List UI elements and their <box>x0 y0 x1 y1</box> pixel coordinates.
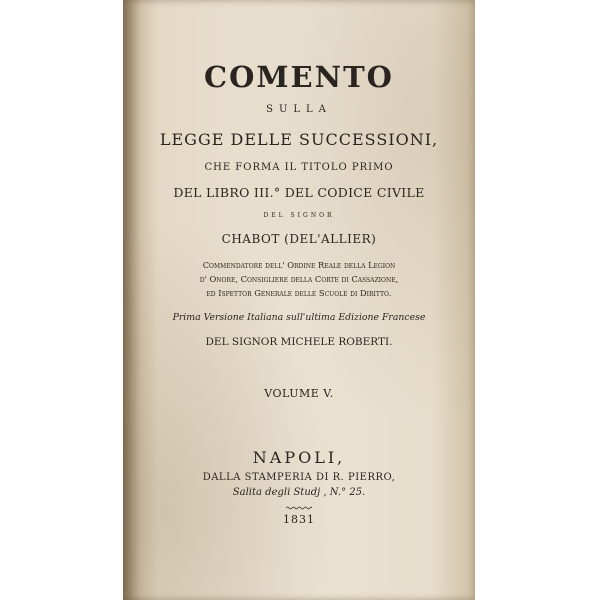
title-connector: SULLA <box>266 104 332 115</box>
printer-address: Salita degli Studj , N.° 25. <box>232 487 366 498</box>
publication-city: NAPOLI, <box>252 448 346 467</box>
book-subject: LEGGE DELLE SUCCESSIONI, <box>159 130 439 149</box>
author-credentials-line: Commendatore dell' Ordine Reale della Legion <box>202 260 396 270</box>
translation-note: Prima Versione Italiana sull'ultima Edizione Francese <box>172 312 426 323</box>
code-reference: DEL LIBRO III.° DEL CODICE CIVILE <box>173 185 425 200</box>
author-name: CHABOT (DEL'ALLIER) <box>221 232 377 246</box>
author-credentials-line: ed Ispettor Generale delle Scuole di Diritto. <box>206 288 392 298</box>
book-title: COMENTO <box>204 60 394 94</box>
volume-number: VOLUME V. <box>264 387 334 400</box>
translator: DEL SIGNOR MICHELE ROBERTI. <box>205 336 393 348</box>
printer-name: DALLA STAMPERIA DI R. PIERRO, <box>202 472 396 483</box>
author-prefix: DEL SIGNOR <box>263 212 335 219</box>
publication-year: 1831 <box>283 513 315 526</box>
author-credentials-line: d' Onore, Consigliere della Corte di Cassazione, <box>199 274 399 284</box>
decorative-rule <box>286 506 312 510</box>
title-page <box>123 0 475 600</box>
subject-detail: CHE FORMA IL TITOLO PRIMO <box>204 162 394 173</box>
